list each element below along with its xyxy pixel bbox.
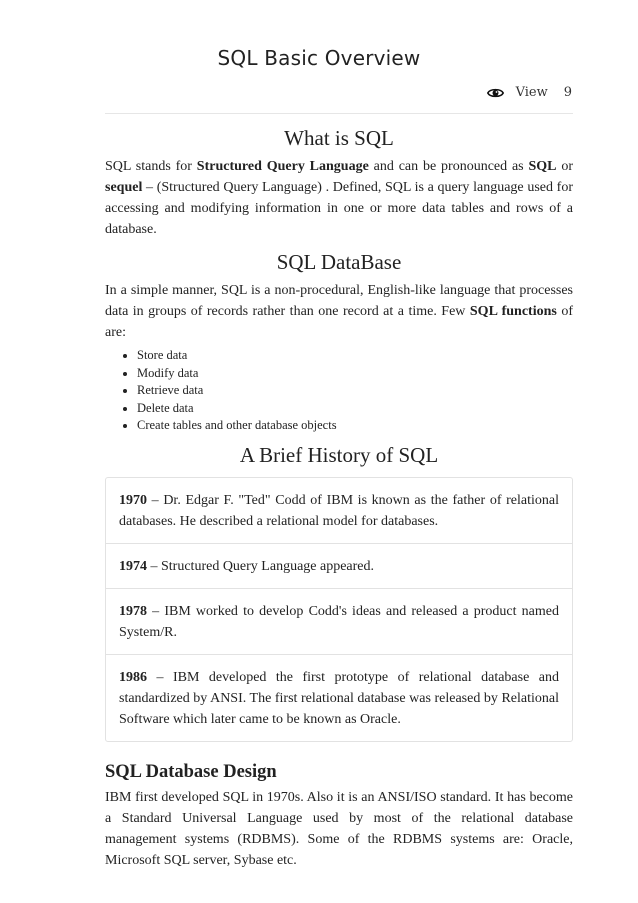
views-label: View bbox=[515, 85, 548, 100]
db-text-1: In a simple manner, SQL is a non-procedural, English-like language that processes data in groups of records rather than one record at a time. Few bbox=[105, 283, 573, 319]
history-timeline bbox=[105, 477, 573, 742]
database-design-paragraph: IBM first developed SQL in 1970s. Also it is an ANSI/ISO standard. It has become a Standard Universal Language used by most of the relational database management systems (RDBMS). Some of the RDBMS systems are: Oracle, Microsoft SQL server, Sybase etc. bbox=[105, 789, 573, 868]
list-item: • Retrieve data bbox=[137, 382, 573, 400]
what-is-sql-paragraph bbox=[105, 156, 573, 240]
timeline-text: – Dr. Edgar F. "Ted" Codd of IBM is known as the father of relational databases. He described a relational model for databases. bbox=[119, 492, 559, 529]
timeline-entry bbox=[106, 478, 572, 544]
what-text-3: or bbox=[556, 159, 573, 174]
what-strong-1: Structured Query Language bbox=[196, 159, 369, 174]
what-text-2: and can be pronounced as bbox=[368, 159, 529, 174]
what-text-4: – (Structured Query Language) . Defined, SQL is a query language used for accessing and modifying information in one or more data tables and rows of a database. bbox=[105, 180, 573, 237]
heading-what-is-sql: What is SQL bbox=[284, 126, 394, 150]
timeline-text: – Structured Query Language appeared. bbox=[147, 558, 375, 574]
sql-database-paragraph bbox=[105, 280, 573, 343]
what-text-1: SQL stands for bbox=[105, 159, 197, 174]
site-title: SQL Basic Overview bbox=[217, 46, 421, 70]
timeline-year: 1974 bbox=[119, 558, 147, 574]
timeline-text: – IBM developed the first prototype of relational database and standardized by ANSI. The first relational database was released by Relational Software which later came to be known as Oracle. bbox=[119, 669, 559, 727]
timeline-year: 1970 bbox=[119, 492, 147, 508]
views-count: 9 bbox=[563, 85, 572, 100]
timeline-year: 1986 bbox=[119, 669, 147, 685]
eye-icon bbox=[487, 87, 504, 99]
list-item: • Modify data bbox=[137, 365, 573, 383]
db-text-2: of are: bbox=[105, 304, 573, 340]
what-strong-2: SQL bbox=[528, 159, 557, 174]
timeline-entry bbox=[106, 589, 572, 655]
header-divider bbox=[105, 113, 573, 114]
article-body bbox=[105, 126, 573, 871]
timeline-entry bbox=[106, 655, 572, 741]
what-strong-3: sequel bbox=[105, 180, 143, 195]
timeline-text: – IBM worked to develop Codd's ideas and released a product named System/R. bbox=[119, 603, 559, 640]
heading-sql-database: SQL DataBase bbox=[276, 250, 402, 274]
sql-functions-list bbox=[105, 347, 573, 435]
list-item: • Delete data bbox=[137, 400, 573, 418]
heading-brief-history: A Brief History of SQL bbox=[239, 442, 439, 467]
list-item: • Store data bbox=[137, 347, 573, 365]
timeline-year: 1978 bbox=[119, 603, 147, 619]
db-strong-1: SQL functions bbox=[469, 304, 557, 319]
list-item: • Create tables and other database objects bbox=[137, 417, 573, 435]
heading-database-design: SQL Database Design bbox=[105, 761, 277, 782]
timeline-entry bbox=[106, 544, 572, 589]
view-counter bbox=[487, 85, 572, 100]
